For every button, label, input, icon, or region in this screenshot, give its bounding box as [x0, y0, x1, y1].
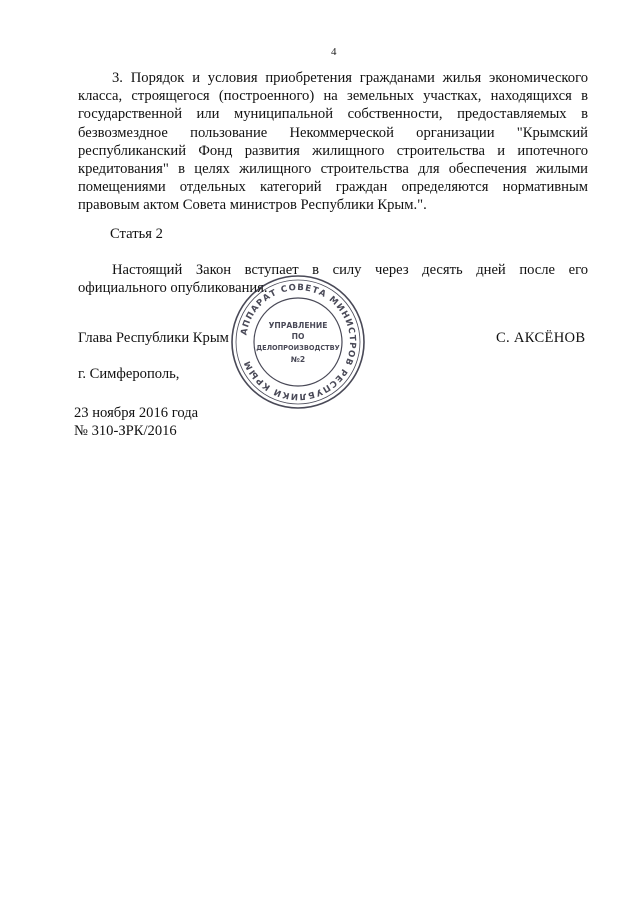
stamp-line-2: ПО: [291, 332, 305, 341]
paragraph-3: [78, 69, 588, 215]
law-number: № 310-ЗРК/2016: [74, 423, 177, 439]
stamp-ring-text: АППАРАТ СОВЕТА МИНИСТРОВ РЕСПУБЛИКИ КРЫМ: [239, 282, 358, 402]
signature-name: С. АКСЁНОВ: [496, 330, 586, 346]
stamp-line-3: ДЕЛОПРОИЗВОДСТВУ: [256, 344, 340, 352]
article-paragraph-text: Настоящий Закон вступает в силу через десять дней после его официального опубликования.: [78, 262, 588, 297]
article-heading: Статья 2: [110, 226, 163, 242]
official-stamp-icon: [228, 272, 368, 412]
stamp-line-1: УПРАВЛЕНИЕ: [268, 321, 328, 330]
page-number: 4: [331, 46, 337, 58]
city: г. Симферополь,: [78, 366, 180, 382]
signature-title: Глава Республики Крым: [78, 330, 229, 346]
stamp-graphic: [228, 272, 368, 412]
law-date: 23 ноября 2016 года: [74, 405, 199, 421]
stamp-line-4: №2: [290, 355, 306, 364]
paragraph-3-text: 3. Порядок и условия приобретения гражданами жилья экономического класса, строящегося (построенного) на земельных участках, находящихся в государственной или муниципальной собственности, предоставляемых в безвозмездное пользование Некоммерческой организации "Крымский республиканский Фонд развития жилищного строительства и ипотечного кредитования" в целях жилищного строительства для обеспечения жилыми помещениями отдельных категорий граждан определяются нормативным правовым актом Совета министров Республики Крым.".: [78, 70, 588, 214]
